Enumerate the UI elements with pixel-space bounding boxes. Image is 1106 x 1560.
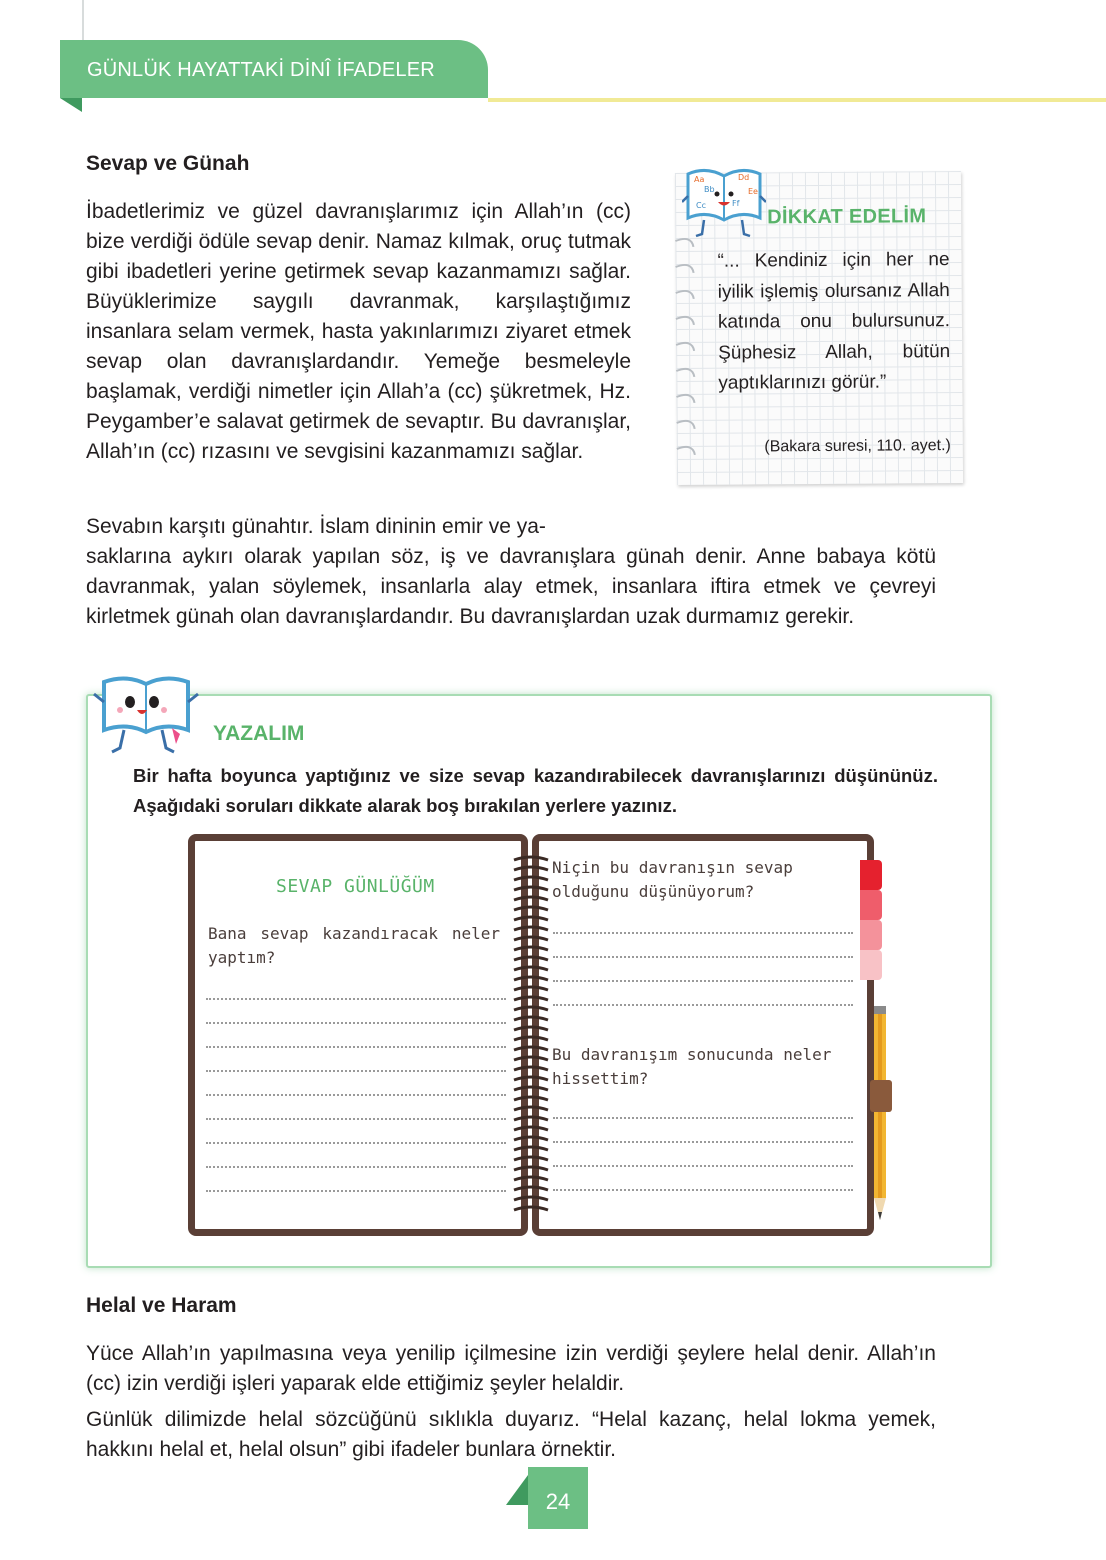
page-number: 24	[528, 1467, 588, 1529]
spiral-ring	[514, 997, 548, 1000]
writing-line[interactable]	[553, 1165, 853, 1167]
section-heading-helal-haram: Helal ve Haram	[86, 1294, 237, 1317]
spiral-ring	[514, 1167, 548, 1170]
spiral-ring	[514, 957, 548, 960]
chapter-title: GÜNLÜK HAYATTAKİ DİNÎ İFADELER	[87, 59, 435, 81]
spiral-ring	[514, 1197, 548, 1200]
spiral-ring	[514, 1017, 548, 1020]
spiral-ring	[514, 1077, 548, 1080]
spiral-ring	[514, 977, 548, 980]
quran-quote: “... Kendiniz için her ne iyilik işlemiş olursanız Allah katında onu bulursunuz. Şüphesiz Allah, bütün yaptıklarınızı görür.”	[717, 249, 951, 394]
yazalim-instruction: Bir hafta boyunca yaptığınız ve size sevap kazandırabilecek davranışlarınızı düşününüz. Aşağıdaki soruları dikkate alarak boş bırakılan yerlere yazınız.	[133, 765, 938, 816]
alphabet-book-mascot-icon	[682, 162, 766, 242]
spiral-ring	[514, 1157, 548, 1160]
notebook-spiral-icon	[667, 235, 703, 475]
writing-line[interactable]	[206, 1070, 506, 1072]
writing-line[interactable]	[553, 932, 853, 934]
question-why-sevap: Niçin bu davranışın sevap olduğunu düşünüyorum?	[552, 858, 793, 901]
writing-line[interactable]	[206, 1094, 506, 1096]
sevap-paragraph: İbadetlerimiz ve güzel davranışlarımız için Allah’ın (cc) bize verdiği ödüle sevap denir. Namaz kılmak, oruç tutmak gibi ibadetleri yerine getirmek sevap kazanmamızı sağlar. Büyüklerimize saygılı davranmak, karşılaştığımız insanlara selam vermek, hasta yakınlarımızı ziyaret etmek sevap olan davranışlardandır. Yemeğe besmeleyle başlamak, verdiği nimetler için Allah’a (cc) şükretmek, Hz. Peygamber’e salavat getirmek de sevaptır. Bu davranışlar, Allah’ın (cc) rızasını ve sevgisini kazanmamızı sağlar.	[86, 200, 631, 463]
writing-line[interactable]	[206, 1166, 506, 1168]
spiral-ring	[514, 917, 548, 920]
spiral-ring	[514, 1147, 548, 1150]
spiral-ring	[514, 907, 548, 910]
mascot-letter: Ff	[732, 199, 740, 208]
writing-line[interactable]	[553, 1117, 853, 1119]
helal-paragraph-1: Yüce Allah’ın yapılmasına veya yenilip içilmesine izin verdiği şeylere helal denir. Allah’ın (cc) izin verdiği işleri yaparak elde ettiğimiz şeyler helaldir.	[86, 1342, 936, 1395]
section-heading-sevap-gunah: Sevap ve Günah	[86, 152, 250, 175]
sevap-gunlugu-heading: SEVAP GÜNLÜĞÜM	[276, 876, 435, 897]
notebook-tab-light-pink	[860, 920, 882, 950]
writing-line[interactable]	[206, 998, 506, 1000]
notebook-elastic-band	[870, 1080, 892, 1112]
spiral-ring	[514, 1067, 548, 1070]
page-number-fold	[506, 1475, 528, 1505]
spiral-ring	[514, 1107, 548, 1110]
spiral-ring	[514, 927, 548, 930]
writing-line[interactable]	[553, 1189, 853, 1191]
mascot-letter: Dd	[738, 173, 750, 182]
yazalim-title: YAZALIM	[213, 722, 305, 745]
writing-line[interactable]	[553, 980, 853, 982]
mascot-letter: Cc	[696, 201, 706, 210]
dikkat-edelim-title: DİKKAT EDELİM	[767, 205, 927, 229]
writing-line[interactable]	[206, 1190, 506, 1192]
spiral-ring	[514, 857, 548, 860]
spiral-ring	[514, 867, 548, 870]
spiral-ring	[514, 1187, 548, 1190]
spiral-ring	[514, 1007, 548, 1010]
question-what-did-i-do: Bana sevap kazandıracak neler yaptım?	[208, 924, 500, 967]
spiral-ring	[514, 1027, 548, 1030]
book-mascot-icon	[90, 672, 200, 758]
spiral-ring	[514, 877, 548, 880]
spiral-ring	[514, 897, 548, 900]
spiral-ring	[514, 1117, 548, 1120]
spiral-ring	[514, 1127, 548, 1130]
mascot-letter: Bb	[704, 185, 715, 194]
writing-line[interactable]	[206, 1142, 506, 1144]
quote-source: (Bakara suresi, 110. ayet.)	[764, 437, 951, 456]
notebook-rings-icon	[512, 854, 550, 1216]
spiral-ring	[514, 1037, 548, 1040]
writing-line[interactable]	[206, 1022, 506, 1024]
spiral-ring	[514, 1087, 548, 1090]
writing-line[interactable]	[206, 1046, 506, 1048]
spiral-ring	[514, 1057, 548, 1060]
spiral-ring	[514, 947, 548, 950]
notebook-tab-pink	[860, 890, 882, 920]
question-how-did-i-feel: Bu davranışım sonucunda neler hissettim?	[552, 1045, 832, 1088]
notebook-tab-pale-pink	[860, 950, 882, 980]
mascot-letter: Aa	[694, 175, 705, 184]
spiral-ring	[514, 1137, 548, 1140]
spiral-ring	[514, 937, 548, 940]
mascot-letter: Ee	[748, 187, 758, 196]
gunah-paragraph-first-line: Sevabın karşıtı günahtır. İslam dininin emir ve ya-	[86, 515, 546, 538]
writing-line[interactable]	[553, 956, 853, 958]
gunah-paragraph: saklarına aykırı olarak yapılan söz, iş ve davranışlara günah denir. Anne babaya kötü davranmak, yalan söylemek, insanlarla alay etmek, insanlara iftira etmek ve çevreyi kirletmek günah olan davranışlardandır. Bu davranışlardan uzak durmamız gerekir.	[86, 545, 936, 628]
header-fold	[60, 98, 82, 112]
writing-line[interactable]	[553, 1004, 853, 1006]
header-rule	[488, 98, 1106, 102]
spiral-ring	[514, 1047, 548, 1050]
writing-line[interactable]	[553, 1141, 853, 1143]
notebook-tab-red	[860, 860, 882, 890]
writing-line[interactable]	[206, 1118, 506, 1120]
spiral-ring	[514, 987, 548, 990]
spiral-ring	[514, 1097, 548, 1100]
spiral-ring	[514, 967, 548, 970]
helal-paragraph-2: Günlük dilimizde helal sözcüğünü sıklıkla duyarız. “Helal kazanç, helal lokma yemek, hakkını helal et, helal olsun” gibi ifadeler bunlara örnektir.	[86, 1408, 936, 1461]
spiral-ring	[514, 1207, 548, 1210]
pencil-icon	[868, 1006, 892, 1230]
spiral-ring	[514, 887, 548, 890]
spiral-ring	[514, 1177, 548, 1180]
